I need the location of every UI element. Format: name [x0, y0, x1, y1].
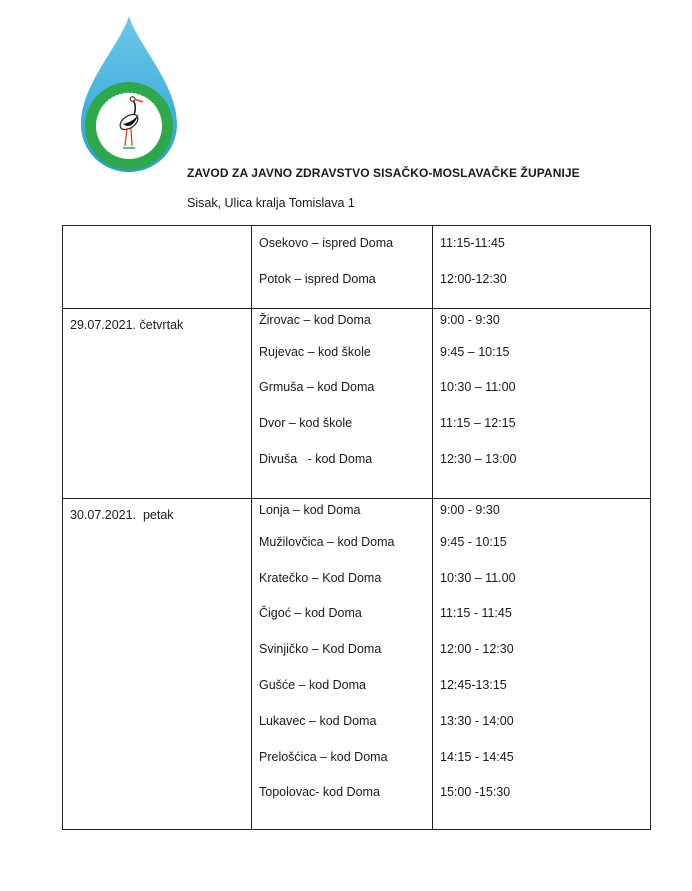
stop-time: 9:45 – 10:15 [440, 344, 510, 359]
date-label [63, 226, 251, 235]
water-drop-stork-icon [79, 14, 179, 174]
stop-place: Kratečko – Kod Doma [259, 570, 382, 585]
stop-time: 10:30 – 11:00 [440, 380, 516, 395]
schedule-row [63, 226, 651, 309]
stop-place: Grmuša – kod Doma [259, 380, 375, 395]
location-cell [252, 308, 433, 498]
time-cell [433, 498, 651, 829]
schedule-row [63, 498, 651, 829]
organization-address: Sisak, Ulica kralja Tomislava 1 [187, 196, 355, 210]
stop-time: 9:45 - 10:15 [440, 534, 507, 549]
vaccination-schedule-table [62, 225, 651, 830]
stop-place: Prelošćica – kod Doma [259, 749, 388, 764]
stop-place: Žirovac – kod Doma [259, 312, 371, 327]
stop-time: 13:30 - 14:00 [440, 713, 514, 728]
stop-time: 12:45-13:15 [440, 677, 507, 692]
stop-place: Dvor – kod škole [259, 416, 353, 431]
date-label: 30.07.2021. petak [70, 507, 174, 522]
location-cell [252, 498, 433, 829]
stop-place: Mužilovčica – kod Doma [259, 534, 395, 549]
stop-place: Osekovo – ispred Doma [259, 236, 394, 250]
stop-place: Čigoć – kod Doma [259, 606, 362, 621]
time-cell [433, 226, 651, 309]
date-cell [63, 308, 252, 498]
stop-time: 9:00 - 9:30 [440, 312, 500, 327]
stop-time: 9:00 - 9:30 [440, 502, 500, 517]
stop-place: Divuša - kod Doma [259, 451, 373, 466]
stop-time: 10:30 – 11.00 [440, 570, 516, 585]
stop-place: Rujevac – kod škole [259, 344, 371, 359]
stop-time: 12:00-12:30 [440, 271, 507, 286]
stop-time: 11:15-11:45 [440, 236, 505, 250]
stop-place: Lonja – kod Doma [259, 502, 361, 517]
date-label: 29.07.2021. četvrtak [70, 317, 184, 332]
institute-logo [79, 14, 179, 174]
stop-time: 14:15 - 14:45 [440, 749, 514, 764]
stop-place: Topolovac- kod Doma [259, 785, 380, 800]
stop-place: Lukavec – kod Doma [259, 713, 377, 728]
location-cell [252, 226, 433, 309]
stop-time: 15:00 -15:30 [440, 785, 511, 800]
time-cell [433, 308, 651, 498]
date-cell [63, 498, 252, 829]
stop-time: 11:15 – 12:15 [440, 416, 516, 431]
organization-name: ZAVOD ZA JAVNO ZDRAVSTVO SISAČKO-MOSLAVAČKE ŽUPANIJE [187, 166, 580, 180]
stop-place: Svinjičko – Kod Doma [259, 642, 382, 657]
stop-place: Gušće – kod Doma [259, 677, 366, 692]
schedule-row [63, 308, 651, 498]
stop-time: 12:00 - 12:30 [440, 642, 514, 657]
date-cell [63, 226, 252, 309]
stop-place: Potok – ispred Doma [259, 271, 376, 286]
stop-time: 12:30 – 13:00 [440, 451, 517, 466]
stop-time: 11:15 - 11:45 [440, 606, 512, 621]
